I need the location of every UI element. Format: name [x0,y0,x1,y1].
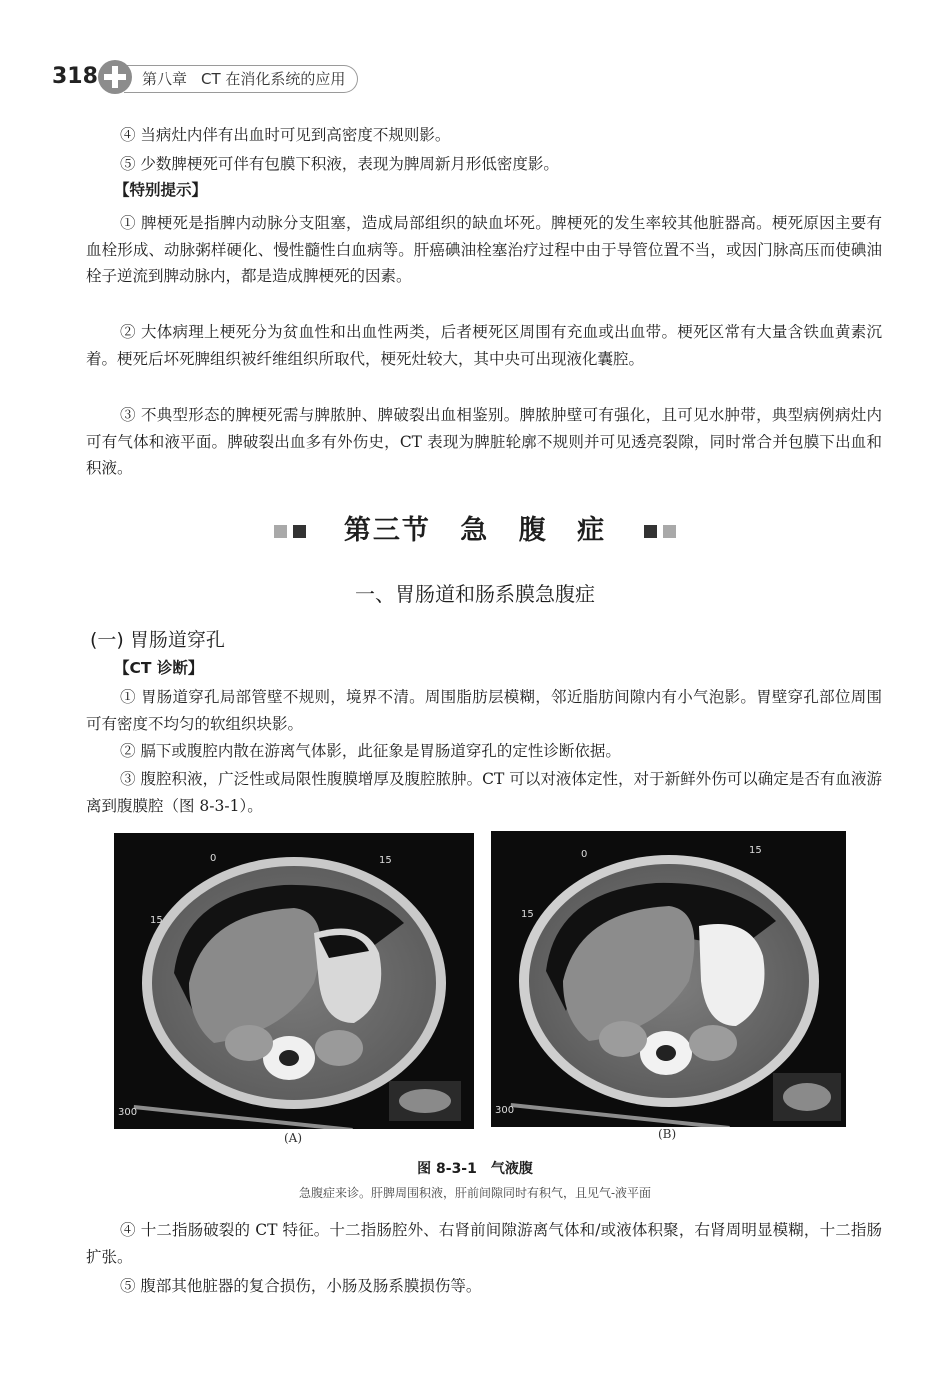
chapter-number: 第八章 [142,70,188,88]
ct-scan-image [491,831,846,1127]
topic-heading: (一) 胃肠道穿孔 [90,629,225,651]
paragraph: ① 脾梗死是指脾内动脉分支阻塞，造成局部组织的缺血坏死。脾梗死的发生率较其他脏器高。梗死原因主要有血栓形成、动脉粥样硬化、慢性髓性白血病等。肝癌碘油栓塞治疗过程中由于导管位置不当，或因门脉高压而使碘油栓子逆流到脾动脉内，都是造成脾梗死的因素。 [86,214,882,285]
paragraph: ③ 腹腔积液，广泛性或局限性腹膜增厚及腹腔脓肿。CT 可以对液体定性，对于新鲜外伤可以确定是否有血液游离到腹膜腔（图 8-3-1）。 [86,770,882,815]
decor-square [663,525,676,538]
ct-scan-image [114,833,474,1129]
paragraph: ⑤ 腹部其他脏器的复合损伤，小肠及肠系膜损伤等。 [120,1277,482,1295]
list-item: ⑤ 少数脾梗死可伴有包膜下积液，表现为脾周新月形低密度影。 [120,155,559,173]
paragraph: ② 大体病理上梗死分为贫血性和出血性两类，后者梗死区周围有充血或出血带。梗死区常有大量含铁血黄素沉着。梗死后坏死脾组织被纤维组织所取代，梗死灶较大，其中央可出现液化囊腔。 [86,323,882,368]
decor-square [644,525,657,538]
paragraph: ① 胃肠道穿孔局部管壁不规则，境界不清。周围脂肪层模糊，邻近脂肪间隙内有小气泡影。胃壁穿孔部位周围可有密度不均匀的软组织块影。 [86,688,882,733]
ct-scan-panel-b [491,831,846,1127]
figure-title: 气液腹 [490,1161,533,1177]
section-title [0,508,950,547]
figure-caption [0,1158,950,1178]
scale-mark-right: 15 [749,845,762,856]
ct-scan-panel-a [114,833,474,1129]
list-item: ④ 当病灶内伴有出血时可见到高密度不规则影。 [120,126,451,144]
section-char: 急 [460,515,490,546]
figure-note: 急腹症来诊。肝脾周围积液，肝前间隙同时有积气，且见气-液平面 [298,1186,652,1200]
figure-number: 图 8-3-1 [417,1161,477,1177]
paragraph: ③ 不典型形态的脾梗死需与脾脓肿、脾破裂出血相鉴别。脾脓肿壁可有强化，且可见水肿带，典型病例病灶内可有气体和液平面。脾破裂出血多有外伤史，CT 表现为脾脏轮廓不规则并可见透亮裂隙，同时常合并包膜下出血和积液。 [86,406,882,477]
paragraph: ② 膈下或腹腔内散在游离气体影，此征象是胃肠道穿孔的定性诊断依据。 [120,742,621,760]
scale-mark-top: 0 [210,853,217,864]
subsection-title: 一、胃肠道和肠系膜急腹症 [355,582,595,606]
section-char: 腹 [518,515,548,546]
paragraph: ④ 十二指肠破裂的 CT 特征。十二指肠腔外、右肾前间隙游离气体和/或液体积聚，右肾周明显模糊，十二指肠扩张。 [86,1221,882,1266]
decor-square [274,525,287,538]
section-number: 第三节 [343,515,431,546]
scale-mark-bottom: 300 [118,1107,138,1118]
medical-cross-icon [98,60,132,94]
chapter-title: CT 在消化系统的应用 [201,70,346,88]
scale-mark-top: 0 [581,849,588,860]
ct-diagnosis-heading: 【CT 诊断】 [114,659,204,677]
scale-mark-bottom: 300 [495,1105,515,1116]
decor-square [293,525,306,538]
scale-mark-left: 15 [521,909,534,920]
scale-mark-right: 15 [379,855,392,866]
scale-mark-left: 15 [150,915,163,926]
special-note-heading: 【特别提示】 [114,181,208,199]
page-header [52,58,452,98]
panel-a-label: (A) [284,1131,303,1145]
panel-b-label: (B) [658,1127,677,1141]
chapter-label [124,65,358,93]
page-number: 318 [52,64,98,89]
section-char: 症 [577,515,607,546]
